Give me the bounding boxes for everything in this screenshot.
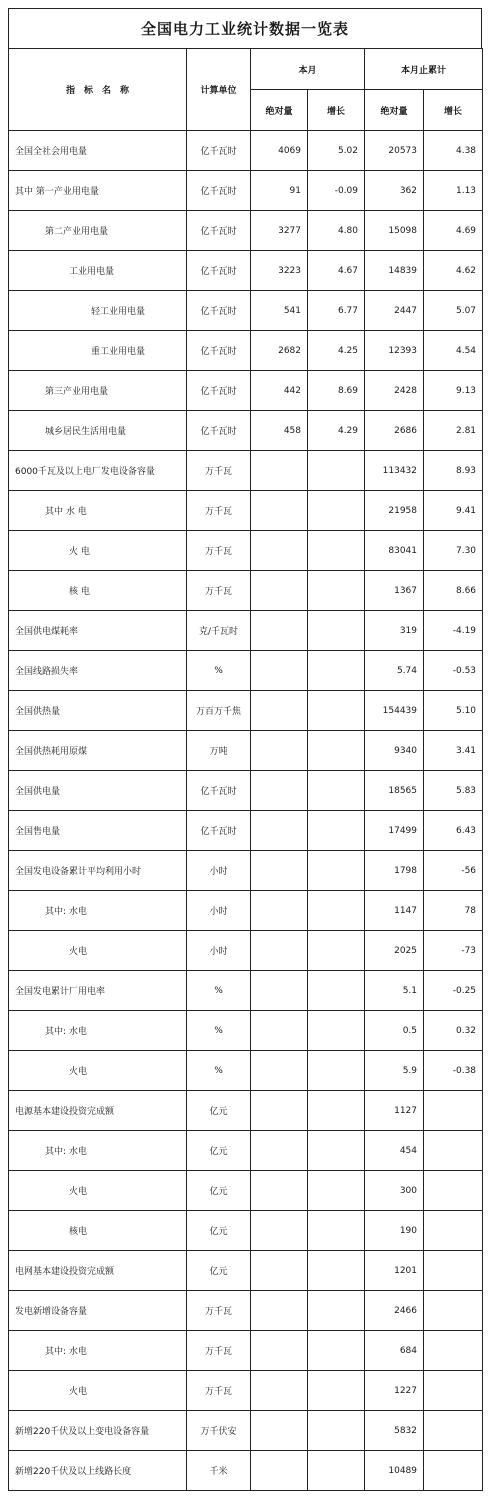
cumulative-growth-cell <box>424 1211 483 1251</box>
cumulative-growth-cell <box>424 1171 483 1211</box>
header-month-growth: 增长 <box>308 90 365 131</box>
month-growth-cell <box>308 1091 365 1131</box>
unit-cell: 亿元 <box>187 1131 251 1171</box>
unit-cell: 亿元 <box>187 1171 251 1211</box>
cumulative-absolute-cell: 1201 <box>365 1251 424 1291</box>
indicator-name: 发电新增设备容量 <box>9 1291 187 1331</box>
header-month-absolute: 绝对量 <box>251 90 308 131</box>
header-cumulative: 本月止累计 <box>365 49 483 90</box>
month-absolute-cell: 4069 <box>251 131 308 171</box>
cumulative-growth-cell: 7.30 <box>424 531 483 571</box>
month-growth-cell <box>308 1291 365 1331</box>
month-growth-cell <box>308 1131 365 1171</box>
indicator-name: 全国发电累计厂用电率 <box>9 971 187 1011</box>
cumulative-absolute-cell: 12393 <box>365 331 424 371</box>
month-absolute-cell: 541 <box>251 291 308 331</box>
month-absolute-cell <box>251 691 308 731</box>
cumulative-growth-cell: -0.38 <box>424 1051 483 1091</box>
month-growth-cell <box>308 451 365 491</box>
cumulative-growth-cell: 8.66 <box>424 571 483 611</box>
table-row <box>9 531 483 571</box>
month-growth-cell <box>308 1251 365 1291</box>
month-absolute-cell <box>251 1091 308 1131</box>
unit-cell: 万千瓦 <box>187 571 251 611</box>
cumulative-growth-cell: 5.07 <box>424 291 483 331</box>
month-growth-cell <box>308 651 365 691</box>
month-absolute-cell <box>251 1211 308 1251</box>
unit-cell: 亿千瓦时 <box>187 411 251 451</box>
month-absolute-cell <box>251 1371 308 1411</box>
month-absolute-cell: 458 <box>251 411 308 451</box>
month-growth-cell <box>308 811 365 851</box>
stats-table <box>8 48 483 1491</box>
month-absolute-cell: 91 <box>251 171 308 211</box>
month-absolute-cell: 3277 <box>251 211 308 251</box>
month-growth-cell <box>308 1051 365 1091</box>
table-row <box>9 1371 483 1411</box>
indicator-name: 其中 第一产业用电量 <box>9 171 187 211</box>
table-row <box>9 1131 483 1171</box>
unit-cell: % <box>187 971 251 1011</box>
cumulative-growth-cell <box>424 1411 483 1451</box>
cumulative-absolute-cell: 300 <box>365 1171 424 1211</box>
month-absolute-cell <box>251 491 308 531</box>
cumulative-absolute-cell: 15098 <box>365 211 424 251</box>
table-row <box>9 971 483 1011</box>
month-absolute-cell <box>251 571 308 611</box>
header-cum-growth: 增长 <box>424 90 483 131</box>
indicator-name: 第二产业用电量 <box>9 211 187 251</box>
table-row <box>9 1211 483 1251</box>
month-absolute-cell <box>251 1451 308 1491</box>
indicator-name: 核 电 <box>9 571 187 611</box>
cumulative-growth-cell <box>424 1131 483 1171</box>
month-absolute-cell <box>251 931 308 971</box>
indicator-name: 火电 <box>9 931 187 971</box>
month-absolute-cell <box>251 1011 308 1051</box>
indicator-name: 其中: 水电 <box>9 1131 187 1171</box>
month-growth-cell <box>308 771 365 811</box>
unit-cell: 万千瓦 <box>187 1331 251 1371</box>
indicator-name: 工业用电量 <box>9 251 187 291</box>
cumulative-absolute-cell: 83041 <box>365 531 424 571</box>
table-row <box>9 851 483 891</box>
cumulative-absolute-cell: 18565 <box>365 771 424 811</box>
month-absolute-cell <box>251 651 308 691</box>
unit-cell: 亿千瓦时 <box>187 771 251 811</box>
month-absolute-cell <box>251 1331 308 1371</box>
cumulative-absolute-cell: 1798 <box>365 851 424 891</box>
month-growth-cell: 4.25 <box>308 331 365 371</box>
month-growth-cell <box>308 851 365 891</box>
cumulative-growth-cell <box>424 1451 483 1491</box>
unit-cell: 千米 <box>187 1451 251 1491</box>
cumulative-growth-cell <box>424 1291 483 1331</box>
month-growth-cell <box>308 1331 365 1371</box>
table-body <box>9 131 483 1491</box>
month-absolute-cell: 442 <box>251 371 308 411</box>
table-row <box>9 211 483 251</box>
month-growth-cell <box>308 691 365 731</box>
unit-cell: 亿千瓦时 <box>187 811 251 851</box>
header-this-month: 本月 <box>251 49 365 90</box>
cumulative-growth-cell: 8.93 <box>424 451 483 491</box>
indicator-name: 全国供电煤耗率 <box>9 611 187 651</box>
month-growth-cell <box>308 1171 365 1211</box>
indicator-name: 新增220千伏及以上线路长度 <box>9 1451 187 1491</box>
indicator-name: 全国售电量 <box>9 811 187 851</box>
header-row-1 <box>9 49 483 90</box>
month-growth-cell <box>308 491 365 531</box>
month-growth-cell <box>308 1011 365 1051</box>
indicator-name: 火电 <box>9 1371 187 1411</box>
unit-cell: 亿元 <box>187 1091 251 1131</box>
month-absolute-cell <box>251 531 308 571</box>
cumulative-growth-cell <box>424 1331 483 1371</box>
cumulative-growth-cell: 4.54 <box>424 331 483 371</box>
indicator-name: 全国全社会用电量 <box>9 131 187 171</box>
month-growth-cell: 5.02 <box>308 131 365 171</box>
month-absolute-cell <box>251 1251 308 1291</box>
cumulative-absolute-cell: 362 <box>365 171 424 211</box>
table-row <box>9 291 483 331</box>
unit-cell: 小时 <box>187 931 251 971</box>
month-absolute-cell <box>251 451 308 491</box>
table-row <box>9 1051 483 1091</box>
cumulative-absolute-cell: 21958 <box>365 491 424 531</box>
cumulative-growth-cell: 78 <box>424 891 483 931</box>
cumulative-growth-cell: 9.41 <box>424 491 483 531</box>
indicator-name: 轻工业用电量 <box>9 291 187 331</box>
cumulative-absolute-cell: 684 <box>365 1331 424 1371</box>
cumulative-absolute-cell: 0.5 <box>365 1011 424 1051</box>
unit-cell: 亿千瓦时 <box>187 251 251 291</box>
month-growth-cell: 4.29 <box>308 411 365 451</box>
cumulative-growth-cell <box>424 1091 483 1131</box>
month-growth-cell: 4.80 <box>308 211 365 251</box>
cumulative-absolute-cell: 9340 <box>365 731 424 771</box>
cumulative-growth-cell: 0.32 <box>424 1011 483 1051</box>
month-absolute-cell <box>251 851 308 891</box>
month-growth-cell <box>308 731 365 771</box>
month-growth-cell <box>308 571 365 611</box>
unit-cell: 万吨 <box>187 731 251 771</box>
table-row <box>9 771 483 811</box>
table-title: 全国电力工业统计数据一览表 <box>8 8 482 48</box>
month-absolute-cell: 3223 <box>251 251 308 291</box>
cumulative-absolute-cell: 2428 <box>365 371 424 411</box>
cumulative-growth-cell: -0.53 <box>424 651 483 691</box>
cumulative-growth-cell: 9.13 <box>424 371 483 411</box>
month-growth-cell <box>308 531 365 571</box>
cumulative-absolute-cell: 17499 <box>365 811 424 851</box>
cumulative-absolute-cell: 2447 <box>365 291 424 331</box>
indicator-name: 其中: 水电 <box>9 1331 187 1371</box>
indicator-name: 火电 <box>9 1051 187 1091</box>
unit-cell: 万千伏安 <box>187 1411 251 1451</box>
unit-cell: 亿元 <box>187 1251 251 1291</box>
month-growth-cell <box>308 1211 365 1251</box>
unit-cell: 万千瓦 <box>187 1371 251 1411</box>
month-growth-cell: 6.77 <box>308 291 365 331</box>
month-growth-cell <box>308 891 365 931</box>
unit-cell: 万百万千焦 <box>187 691 251 731</box>
cumulative-absolute-cell: 1127 <box>365 1091 424 1131</box>
unit-cell: 克/千瓦时 <box>187 611 251 651</box>
table-row <box>9 811 483 851</box>
cumulative-growth-cell <box>424 1371 483 1411</box>
table-row <box>9 1171 483 1211</box>
unit-cell: % <box>187 1011 251 1051</box>
unit-cell: 亿千瓦时 <box>187 331 251 371</box>
indicator-name: 重工业用电量 <box>9 331 187 371</box>
table-row <box>9 131 483 171</box>
month-absolute-cell <box>251 1411 308 1451</box>
indicator-name: 电网基本建设投资完成额 <box>9 1251 187 1291</box>
month-absolute-cell <box>251 971 308 1011</box>
unit-cell: 亿元 <box>187 1211 251 1251</box>
cumulative-growth-cell: -73 <box>424 931 483 971</box>
cumulative-absolute-cell: 190 <box>365 1211 424 1251</box>
month-growth-cell <box>308 1411 365 1451</box>
unit-cell: 小时 <box>187 851 251 891</box>
table-row <box>9 611 483 651</box>
table-row <box>9 411 483 451</box>
cumulative-absolute-cell: 5.74 <box>365 651 424 691</box>
month-absolute-cell <box>251 891 308 931</box>
table-row <box>9 1331 483 1371</box>
header-unit: 计算单位 <box>187 49 251 131</box>
cumulative-absolute-cell: 14839 <box>365 251 424 291</box>
month-growth-cell <box>308 1371 365 1411</box>
month-growth-cell: -0.09 <box>308 171 365 211</box>
table-row <box>9 731 483 771</box>
header-indicator: 指 标 名 称 <box>9 49 187 131</box>
indicator-name: 第三产业用电量 <box>9 371 187 411</box>
month-growth-cell <box>308 611 365 651</box>
unit-cell: 亿千瓦时 <box>187 171 251 211</box>
table-row <box>9 1011 483 1051</box>
table-row <box>9 1251 483 1291</box>
indicator-name: 火 电 <box>9 531 187 571</box>
indicator-name: 核电 <box>9 1211 187 1251</box>
cumulative-absolute-cell: 1147 <box>365 891 424 931</box>
cumulative-absolute-cell: 5832 <box>365 1411 424 1451</box>
cumulative-absolute-cell: 10489 <box>365 1451 424 1491</box>
table-row <box>9 171 483 211</box>
header-cum-absolute: 绝对量 <box>365 90 424 131</box>
unit-cell: 万千瓦 <box>187 531 251 571</box>
indicator-name: 城乡居民生活用电量 <box>9 411 187 451</box>
cumulative-growth-cell: -4.19 <box>424 611 483 651</box>
unit-cell: % <box>187 651 251 691</box>
cumulative-growth-cell: 4.38 <box>424 131 483 171</box>
table-row <box>9 371 483 411</box>
unit-cell: 亿千瓦时 <box>187 131 251 171</box>
cumulative-growth-cell: -56 <box>424 851 483 891</box>
month-growth-cell <box>308 931 365 971</box>
indicator-name: 全国线路损失率 <box>9 651 187 691</box>
table-row <box>9 931 483 971</box>
cumulative-growth-cell: 3.41 <box>424 731 483 771</box>
unit-cell: 万千瓦 <box>187 491 251 531</box>
month-growth-cell <box>308 971 365 1011</box>
month-growth-cell: 4.67 <box>308 251 365 291</box>
table-row <box>9 571 483 611</box>
table-row <box>9 251 483 291</box>
unit-cell: 亿千瓦时 <box>187 211 251 251</box>
cumulative-absolute-cell: 2025 <box>365 931 424 971</box>
unit-cell: 亿千瓦时 <box>187 291 251 331</box>
cumulative-absolute-cell: 5.1 <box>365 971 424 1011</box>
cumulative-growth-cell: 5.83 <box>424 771 483 811</box>
cumulative-growth-cell: -0.25 <box>424 971 483 1011</box>
month-absolute-cell <box>251 771 308 811</box>
month-absolute-cell: 2682 <box>251 331 308 371</box>
indicator-name: 其中 水 电 <box>9 491 187 531</box>
unit-cell: 万千瓦 <box>187 451 251 491</box>
month-growth-cell <box>308 1451 365 1491</box>
indicator-name: 6000千瓦及以上电厂发电设备容量 <box>9 451 187 491</box>
month-absolute-cell <box>251 1171 308 1211</box>
indicator-name: 全国供热耗用原煤 <box>9 731 187 771</box>
table-row <box>9 1451 483 1491</box>
cumulative-growth-cell: 2.81 <box>424 411 483 451</box>
cumulative-absolute-cell: 154439 <box>365 691 424 731</box>
cumulative-absolute-cell: 113432 <box>365 451 424 491</box>
month-absolute-cell <box>251 811 308 851</box>
indicator-name: 其中: 水电 <box>9 1011 187 1051</box>
cumulative-absolute-cell: 20573 <box>365 131 424 171</box>
cumulative-absolute-cell: 1227 <box>365 1371 424 1411</box>
cumulative-absolute-cell: 5.9 <box>365 1051 424 1091</box>
cumulative-growth-cell: 5.10 <box>424 691 483 731</box>
month-absolute-cell <box>251 731 308 771</box>
cumulative-absolute-cell: 2686 <box>365 411 424 451</box>
table-row <box>9 691 483 731</box>
table-row <box>9 891 483 931</box>
cumulative-growth-cell: 1.13 <box>424 171 483 211</box>
indicator-name: 火电 <box>9 1171 187 1211</box>
table-row <box>9 451 483 491</box>
indicator-name: 新增220千伏及以上变电设备容量 <box>9 1411 187 1451</box>
table-row <box>9 331 483 371</box>
table-row <box>9 491 483 531</box>
table-row <box>9 1091 483 1131</box>
month-absolute-cell <box>251 1051 308 1091</box>
table-row <box>9 1291 483 1331</box>
cumulative-growth-cell: 4.69 <box>424 211 483 251</box>
unit-cell: 亿千瓦时 <box>187 371 251 411</box>
month-absolute-cell <box>251 1291 308 1331</box>
indicator-name: 全国供热量 <box>9 691 187 731</box>
indicator-name: 其中: 水电 <box>9 891 187 931</box>
unit-cell: 小时 <box>187 891 251 931</box>
month-growth-cell: 8.69 <box>308 371 365 411</box>
stats-sheet <box>8 8 482 1491</box>
indicator-name: 全国供电量 <box>9 771 187 811</box>
cumulative-absolute-cell: 319 <box>365 611 424 651</box>
indicator-name: 全国发电设备累计平均利用小时 <box>9 851 187 891</box>
cumulative-growth-cell <box>424 1251 483 1291</box>
cumulative-growth-cell: 6.43 <box>424 811 483 851</box>
month-absolute-cell <box>251 611 308 651</box>
unit-cell: 万千瓦 <box>187 1291 251 1331</box>
month-absolute-cell <box>251 1131 308 1171</box>
indicator-name: 电源基本建设投资完成额 <box>9 1091 187 1131</box>
unit-cell: % <box>187 1051 251 1091</box>
cumulative-absolute-cell: 454 <box>365 1131 424 1171</box>
cumulative-absolute-cell: 2466 <box>365 1291 424 1331</box>
cumulative-absolute-cell: 1367 <box>365 571 424 611</box>
cumulative-growth-cell: 4.62 <box>424 251 483 291</box>
table-row <box>9 1411 483 1451</box>
table-row <box>9 651 483 691</box>
